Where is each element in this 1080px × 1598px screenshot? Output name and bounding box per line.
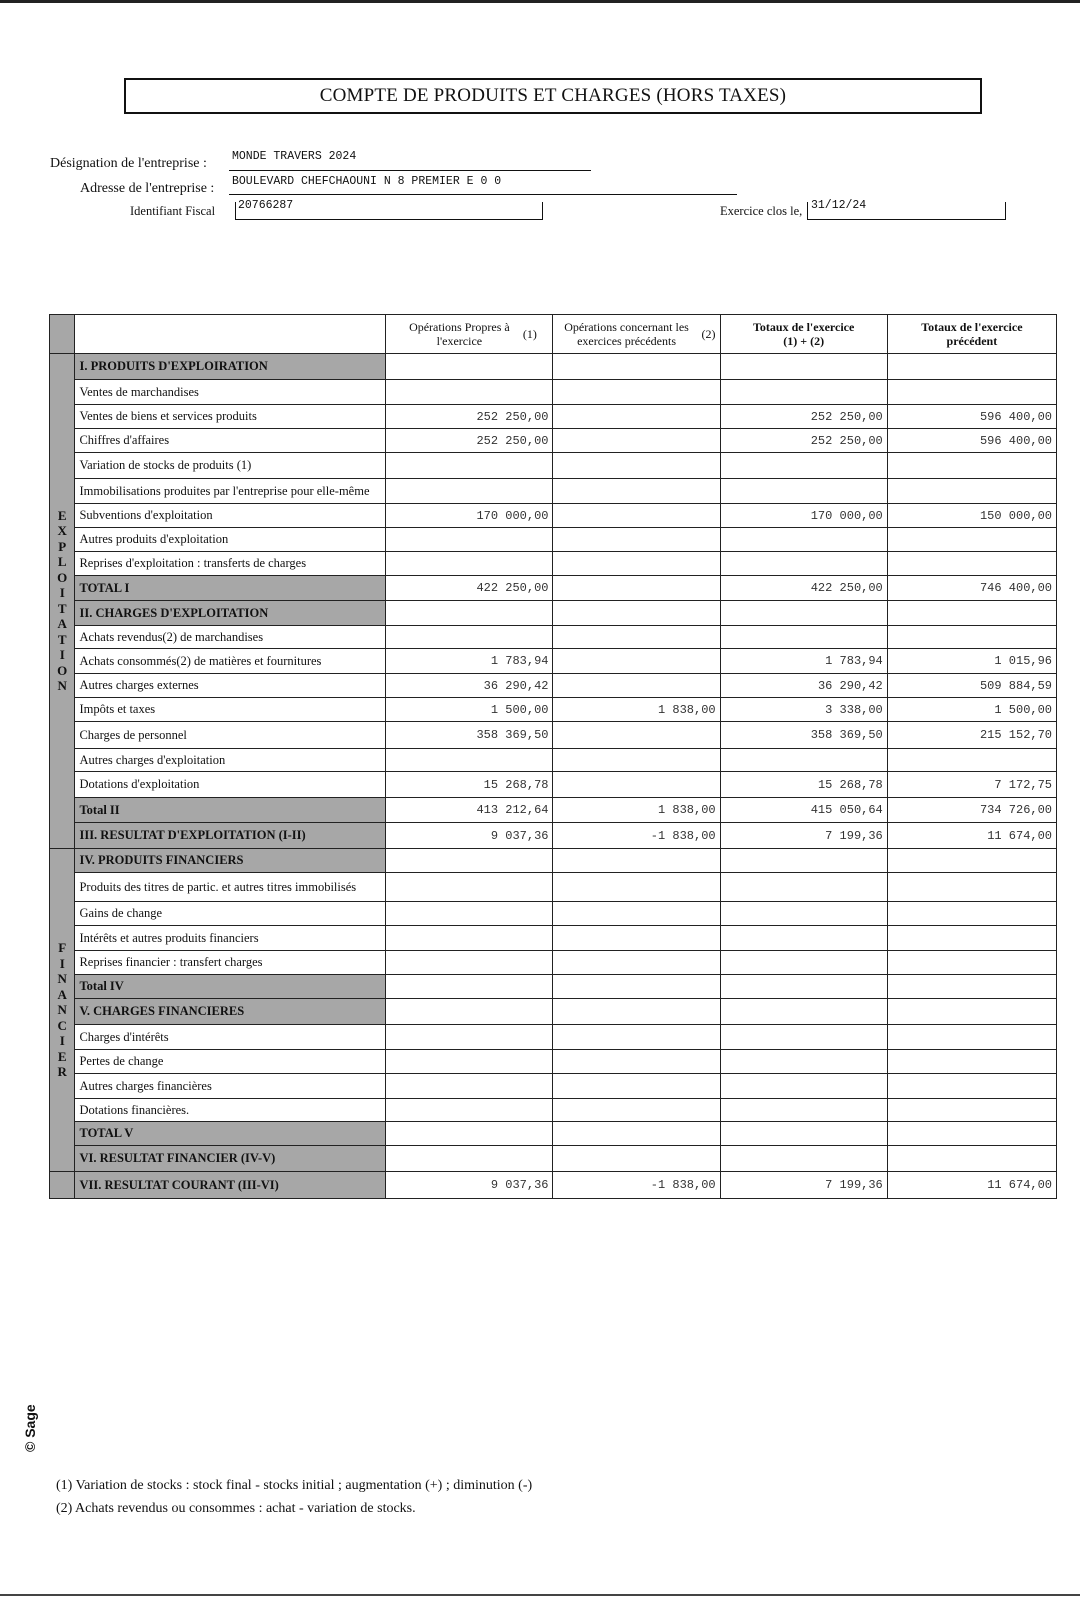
cell-c3 [720, 552, 887, 576]
cell-c3: 358 369,50 [720, 722, 887, 749]
cell-c4 [887, 601, 1056, 626]
section-exploitation-label [50, 354, 75, 849]
table-row [50, 772, 1057, 798]
table-row [50, 749, 1057, 772]
footnote-1: (1) Variation de stocks : stock final - stocks initial ; augmentation (+) ; diminution (-) [56, 1478, 533, 1493]
row-label: Subventions d'exploitation [75, 504, 386, 528]
exercice-underline [807, 219, 1006, 220]
cell-c3 [720, 1146, 887, 1172]
cell-c3 [720, 601, 887, 626]
cell-c1: 252 250,00 [386, 405, 553, 429]
cell-c1 [386, 975, 553, 999]
cell-c1 [386, 873, 553, 902]
row-label: III. RESULTAT D'EXPLOITATION (I-II) [75, 823, 386, 849]
cell-c2 [553, 626, 720, 649]
cell-c4: 215 152,70 [887, 722, 1056, 749]
cell-c1: 422 250,00 [386, 576, 553, 601]
header-col4-text: Totaux de l'exercice précédent [921, 320, 1023, 348]
row-label: TOTAL I [75, 576, 386, 601]
cell-c2 [553, 504, 720, 528]
cell-c2 [553, 380, 720, 405]
table-header-row [50, 315, 1057, 354]
row-label: Reprises financier : transfert charges [75, 951, 386, 975]
row-label: Immobilisations produites par l'entreprise pour elle-même [75, 479, 386, 504]
cell-c4: 596 400,00 [887, 429, 1056, 453]
cell-c4 [887, 1146, 1056, 1172]
products-charges-table-wrapper [49, 314, 1057, 1199]
table-row [50, 999, 1057, 1025]
table-row [50, 429, 1057, 453]
cell-c2 [553, 975, 720, 999]
cell-c3: 36 290,42 [720, 674, 887, 698]
cell-c1: 252 250,00 [386, 429, 553, 453]
cell-c4 [887, 975, 1056, 999]
row-label: Produits des titres de partic. et autres titres immobilisés [75, 873, 386, 902]
cell-c1 [386, 749, 553, 772]
top-rule [0, 0, 1080, 3]
cell-c4 [887, 1050, 1056, 1074]
cell-c2 [553, 1122, 720, 1146]
cell-c1 [386, 528, 553, 552]
cell-c1 [386, 601, 553, 626]
cell-c1: 1 500,00 [386, 698, 553, 722]
table-row [50, 1099, 1057, 1122]
identifiant-right-tick [542, 202, 543, 220]
cell-c4: 734 726,00 [887, 798, 1056, 823]
cell-c4 [887, 926, 1056, 951]
cell-c3: 3 338,00 [720, 698, 887, 722]
cell-c2: -1 838,00 [553, 823, 720, 849]
adresse-underline [229, 194, 737, 195]
cell-c1 [386, 1122, 553, 1146]
row-label: Achats revendus(2) de marchandises [75, 626, 386, 649]
cell-c4 [887, 951, 1056, 975]
cell-c4 [887, 849, 1056, 873]
cell-c1 [386, 1074, 553, 1099]
row-label: Dotations d'exploitation [75, 772, 386, 798]
cell-c2 [553, 873, 720, 902]
cell-c3: 415 050,64 [720, 798, 887, 823]
adresse-value: BOULEVARD CHEFCHAOUNI N 8 PREMIER E 0 0 [232, 175, 502, 188]
cell-c3 [720, 849, 887, 873]
row-label: VI. RESULTAT FINANCIER (IV-V) [75, 1146, 386, 1172]
cell-c2 [553, 552, 720, 576]
cell-c1 [386, 479, 553, 504]
header-col1 [386, 315, 553, 354]
header-col4 [887, 315, 1056, 354]
cell-c3 [720, 354, 887, 380]
header-col1-text: Opérations Propres à l'exercice [409, 320, 510, 348]
table-row [50, 649, 1057, 674]
cell-c1 [386, 552, 553, 576]
cell-c2: 1 838,00 [553, 798, 720, 823]
cell-c3: 422 250,00 [720, 576, 887, 601]
row-label: Total IV [75, 975, 386, 999]
row-label: Ventes de biens et services produits [75, 405, 386, 429]
cell-c3 [720, 749, 887, 772]
cell-c3: 252 250,00 [720, 429, 887, 453]
table-row [50, 479, 1057, 504]
row-label: V. CHARGES FINANCIERES [75, 999, 386, 1025]
cell-c1 [386, 951, 553, 975]
cell-c4 [887, 380, 1056, 405]
cell-c1: 9 037,36 [386, 823, 553, 849]
cell-c3 [720, 380, 887, 405]
row-label: Reprises d'exploitation : transferts de charges [75, 552, 386, 576]
cell-c2 [553, 902, 720, 926]
cell-c2 [553, 354, 720, 380]
cell-c4 [887, 479, 1056, 504]
cell-c3: 170 000,00 [720, 504, 887, 528]
section-blank [50, 1172, 75, 1199]
row-label: Intérêts et autres produits financiers [75, 926, 386, 951]
designation-underline [229, 170, 591, 171]
cell-c4 [887, 1122, 1056, 1146]
section-financier-label [50, 849, 75, 1172]
cell-c4: 11 674,00 [887, 1172, 1056, 1199]
table-row [50, 674, 1057, 698]
table-row [50, 951, 1057, 975]
row-label: Impôts et taxes [75, 698, 386, 722]
cell-c2 [553, 405, 720, 429]
cell-c3 [720, 999, 887, 1025]
cell-c2 [553, 1146, 720, 1172]
cell-c4: 596 400,00 [887, 405, 1056, 429]
cell-c4: 7 172,75 [887, 772, 1056, 798]
cell-c2 [553, 528, 720, 552]
footnote-2: (2) Achats revendus ou consommes : achat - variation de stocks. [56, 1501, 416, 1516]
cell-c1: 358 369,50 [386, 722, 553, 749]
row-label: Charges d'intérêts [75, 1025, 386, 1050]
cell-c1 [386, 1050, 553, 1074]
row-label: Autres charges externes [75, 674, 386, 698]
cell-c1 [386, 999, 553, 1025]
cell-c2 [553, 926, 720, 951]
cell-c4: 1 500,00 [887, 698, 1056, 722]
cell-c3: 7 199,36 [720, 823, 887, 849]
cell-c3 [720, 902, 887, 926]
cell-c1 [386, 1146, 553, 1172]
cell-c1: 413 212,64 [386, 798, 553, 823]
row-label: Total II [75, 798, 386, 823]
table-row [50, 1050, 1057, 1074]
row-label: Pertes de change [75, 1050, 386, 1074]
cell-c4 [887, 552, 1056, 576]
cell-c3 [720, 1099, 887, 1122]
cell-c4: 11 674,00 [887, 823, 1056, 849]
cell-c2 [553, 479, 720, 504]
cell-c3: 7 199,36 [720, 1172, 887, 1199]
cell-c2 [553, 453, 720, 479]
row-label: Variation de stocks de produits (1) [75, 453, 386, 479]
row-label: Autres produits d'exploitation [75, 528, 386, 552]
cell-c2 [553, 772, 720, 798]
exercice-value: 31/12/24 [811, 199, 867, 212]
exercice-left-tick [807, 202, 808, 220]
cell-c3 [720, 479, 887, 504]
cell-c1 [386, 849, 553, 873]
cell-c3 [720, 1050, 887, 1074]
cell-c3: 252 250,00 [720, 405, 887, 429]
table-row [50, 552, 1057, 576]
cell-c2: 1 838,00 [553, 698, 720, 722]
table-row [50, 823, 1057, 849]
row-label: Chiffres d'affaires [75, 429, 386, 453]
cell-c3 [720, 528, 887, 552]
table-row [50, 902, 1057, 926]
row-label: VII. RESULTAT COURANT (III-VI) [75, 1172, 386, 1199]
identifiant-left-tick [235, 202, 236, 220]
table-row [50, 873, 1057, 902]
cell-c4 [887, 453, 1056, 479]
row-label: Dotations financières. [75, 1099, 386, 1122]
cell-c3 [720, 1025, 887, 1050]
cell-c1: 36 290,42 [386, 674, 553, 698]
row-label: Gains de change [75, 902, 386, 926]
cell-c1: 9 037,36 [386, 1172, 553, 1199]
cell-c2 [553, 722, 720, 749]
cell-c4 [887, 626, 1056, 649]
cell-c2 [553, 576, 720, 601]
table-row [50, 975, 1057, 999]
section-exploitation-text: EXPLOITATION [57, 507, 68, 694]
table-row [50, 626, 1057, 649]
cell-c4: 1 015,96 [887, 649, 1056, 674]
cell-c3 [720, 1122, 887, 1146]
cell-c1 [386, 1099, 553, 1122]
cell-c3 [720, 975, 887, 999]
table-row [50, 453, 1057, 479]
cell-c1 [386, 1025, 553, 1050]
table-row [50, 576, 1057, 601]
header-label-cell [75, 315, 386, 354]
cell-c3: 15 268,78 [720, 772, 887, 798]
header-col3-text: Totaux de l'exercice [753, 320, 855, 334]
cell-c2 [553, 1099, 720, 1122]
sage-brand: © Sage [22, 1404, 38, 1452]
table-row [50, 1074, 1057, 1099]
cell-c2 [553, 951, 720, 975]
cell-c3: 1 783,94 [720, 649, 887, 674]
cell-c4 [887, 528, 1056, 552]
cell-c4 [887, 902, 1056, 926]
cell-c4 [887, 1025, 1056, 1050]
exercice-right-tick [1005, 202, 1006, 220]
row-label: II. CHARGES D'EXPLOITATION [75, 601, 386, 626]
table-row [50, 1025, 1057, 1050]
table-row [50, 380, 1057, 405]
cell-c4 [887, 354, 1056, 380]
bottom-rule [0, 1594, 1080, 1596]
row-label: Ventes de marchandises [75, 380, 386, 405]
cell-c3 [720, 453, 887, 479]
cell-c2 [553, 1050, 720, 1074]
table-row [50, 1122, 1057, 1146]
row-label: Autres charges d'exploitation [75, 749, 386, 772]
cell-c1: 170 000,00 [386, 504, 553, 528]
cell-c4: 509 884,59 [887, 674, 1056, 698]
header-col3 [720, 315, 887, 354]
cell-c4 [887, 1099, 1056, 1122]
header-col1-note: (1) [522, 327, 537, 341]
header-corner [50, 315, 75, 354]
cell-c2: -1 838,00 [553, 1172, 720, 1199]
cell-c3 [720, 626, 887, 649]
table-row [50, 504, 1057, 528]
cell-c1 [386, 380, 553, 405]
cell-c4 [887, 873, 1056, 902]
designation-label: Désignation de l'entreprise : [50, 156, 207, 171]
cell-c2 [553, 601, 720, 626]
table-row [50, 798, 1057, 823]
cell-c2 [553, 429, 720, 453]
cell-c1: 1 783,94 [386, 649, 553, 674]
cell-c2 [553, 1074, 720, 1099]
cell-c1 [386, 926, 553, 951]
cell-c2 [553, 674, 720, 698]
products-charges-table [49, 314, 1057, 1199]
table-row [50, 1146, 1057, 1172]
cell-c1 [386, 354, 553, 380]
cell-c3 [720, 926, 887, 951]
cell-c4: 746 400,00 [887, 576, 1056, 601]
identifiant-underline [235, 219, 543, 220]
row-label: Autres charges financières [75, 1074, 386, 1099]
cell-c2 [553, 1025, 720, 1050]
cell-c1 [386, 902, 553, 926]
table-row [50, 926, 1057, 951]
cell-c2 [553, 649, 720, 674]
cell-c4 [887, 749, 1056, 772]
table-row [50, 405, 1057, 429]
identifiant-value: 20766287 [238, 199, 294, 212]
designation-value: MONDE TRAVERS 2024 [232, 150, 357, 163]
header-col3-sub: (1) + (2) [783, 334, 825, 348]
cell-c3 [720, 1074, 887, 1099]
table-row [50, 601, 1057, 626]
table-row [50, 1172, 1057, 1199]
header-col2-note: (2) [701, 327, 716, 341]
cell-c2 [553, 749, 720, 772]
row-label: Charges de personnel [75, 722, 386, 749]
table-row [50, 698, 1057, 722]
row-label: IV. PRODUITS FINANCIERS [75, 849, 386, 873]
cell-c4: 150 000,00 [887, 504, 1056, 528]
cell-c1 [386, 453, 553, 479]
cell-c1: 15 268,78 [386, 772, 553, 798]
row-label: I. PRODUITS D'EXPLOIRATION [75, 354, 386, 380]
table-row [50, 528, 1057, 552]
document-title: COMPTE DE PRODUITS ET CHARGES (HORS TAXES) [124, 78, 982, 114]
cell-c3 [720, 873, 887, 902]
cell-c4 [887, 999, 1056, 1025]
table-row [50, 354, 1057, 380]
table-row [50, 722, 1057, 749]
identifiant-label: Identifiant Fiscal [130, 204, 216, 218]
cell-c1 [386, 626, 553, 649]
cell-c3 [720, 951, 887, 975]
cell-c2 [553, 999, 720, 1025]
header-col2-text: Opérations concernant les exercices précédents [564, 320, 689, 348]
table-row [50, 849, 1057, 873]
section-financier-text: FINANCIER [57, 940, 67, 1079]
row-label: TOTAL V [75, 1122, 386, 1146]
header-col2 [553, 315, 720, 354]
cell-c4 [887, 1074, 1056, 1099]
adresse-label: Adresse de l'entreprise : [80, 181, 215, 196]
row-label: Achats consommés(2) de matières et fournitures [75, 649, 386, 674]
exercice-label: Exercice clos le, [720, 204, 803, 218]
cell-c2 [553, 849, 720, 873]
